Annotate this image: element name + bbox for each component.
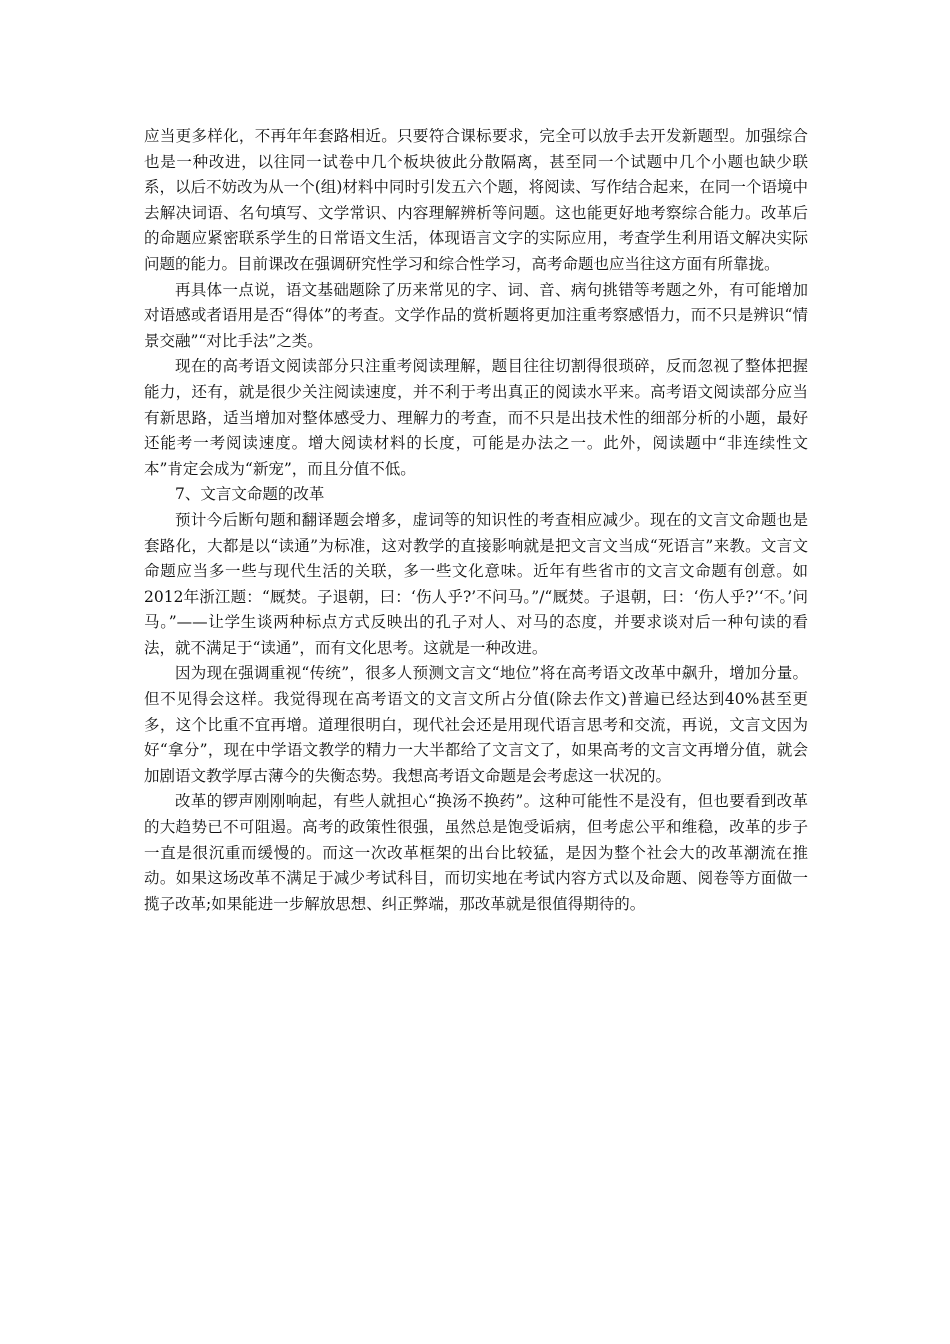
document-body <box>144 124 808 917</box>
paragraph-continued: 应当更多样化，不再年年套路相近。只要符合课标要求，完全可以放手去开发新题型。加强综合也是一种改进，以往同一试卷中几个板块彼此分散隔离，甚至同一个试题中几个小题也缺少联系，以后不妨改为从一个(组)材料中同时引发五六个题，将阅读、写作结合起来，在同一个语境中去解决词语、名句填写、文学常识、内容理解辨析等问题。这也能更好地考察综合能力。改革后的命题应紧密联系学生的日常语文生活，体现语言文字的实际应用，考查学生利用语文解决实际问题的能力。目前课改在强调研究性学习和综合性学习，高考命题也应当往这方面有所靠拢。 <box>144 127 808 273</box>
paragraph-basic-questions: 再具体一点说，语文基础题除了历来常见的字、词、音、病句挑错等考题之外，有可能增加对语感或者语用是否“得体”的考查。文学作品的赏析题将更加注重考察感悟力，而不只是辨识“情景交融”“对比手法”之类。 <box>144 280 808 350</box>
paragraph-reading-section: 现在的高考语文阅读部分只注重考阅读理解，题目往往切割得很琐碎，反而忽视了整体把握能力，还有，就是很少关注阅读速度，并不利于考出真正的阅读水平来。高考语文阅读部分应当有新思路，适当增加对整体感受力、理解力的考查，而不只是出技术性的细部分析的小题，最好还能考一考阅读速度。增大阅读材料的长度，可能是办法之一。此外，阅读题中“非连续性文本”肯定会成为“新宠”，而且分值不低。 <box>144 357 808 478</box>
paragraph-classical-questions: 预计今后断句题和翻译题会增多，虚词等的知识性的考查相应减少。现在的文言文命题也是套路化，大都是以“读通”为标准，这对教学的直接影响就是把文言文当成“死语言”来教。文言文命题应当多一些与现代生活的关联，多一些文化意味。近年有些省市的文言文命题有创意。如2012年浙江题：“厩焚。子退朝，曰：‘伤人乎?’不问马。”/“厩焚。子退朝，曰：‘伤人乎?’‘不。’问马。”——让学生谈两种标点方式反映出的孔子对人、对马的态度，并要求谈对后一种句读的看法，就不满足于“读通”，而有文化思考。这就是一种改进。 <box>144 510 808 657</box>
paragraph-tradition-weight: 因为现在强调重视“传统”，很多人预测文言文“地位”将在高考语文改革中飙升，增加分量。但不见得会这样。我觉得现在高考语文的文言文所占分值(除去作文)普遍已经达到40%甚至更多，这个比重不宜再增。道理很明白，现代社会还是用现代语言思考和交流，再说，文言文因为好“拿分”，现在中学语文教学的精力一大半都给了文言文了，如果高考的文言文再增分值，就会加剧语文教学厚古薄今的失衡态势。我想高考语文命题是会考虑这一状况的。 <box>144 664 808 785</box>
paragraph-reform-outlook: 改革的锣声刚刚响起，有些人就担心“换汤不换药”。这种可能性不是没有，但也要看到改革的大趋势已不可阻遏。高考的政策性很强，虽然总是饱受诟病，但考虑公平和维稳，改革的步子一直是很沉重而缓慢的。而这一次改革框架的出台比较猛，是因为整个社会大的改革潮流在推动。如果这场改革不满足于减少考试科目，而切实地在考试内容方式以及命题、阅卷等方面做一揽子改革;如果能进一步解放思想、纠正弊端，那改革就是很值得期待的。 <box>144 792 808 913</box>
section-heading-classical-chinese: 7、文言文命题的改革 <box>175 485 325 504</box>
